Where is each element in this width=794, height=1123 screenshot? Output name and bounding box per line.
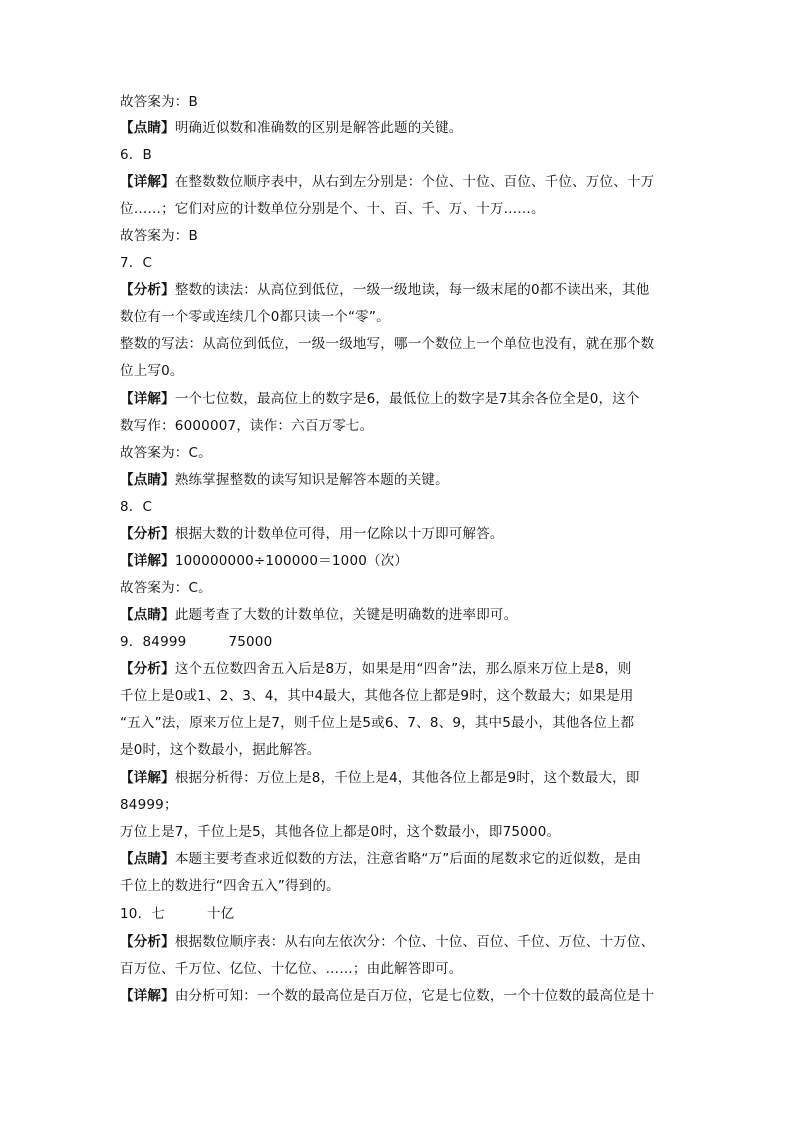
line-text: 根据分析得：万位上是8，千位上是4，其他各位上都是9时，这个数最大，即 (174, 770, 640, 786)
line-text: 位……；它们对应的计数单位分别是个、十、百、千、万、十万……。 (120, 201, 545, 217)
line-text: 由分析可知：一个数的最高位是百万位，它是七位数，一个十位数的最高位是十 (174, 988, 655, 1004)
text-line (120, 932, 680, 952)
line-text: 位上写0。 (120, 363, 184, 379)
text-line (120, 849, 680, 869)
line-text: 本题主要考查求近似数的方法，注意省略“万”后面的尾数求它的近似数，是由 (174, 851, 642, 867)
line-text: 万位上是7，千位上是5，其他各位上都是0时，这个数最小，即75000。 (120, 824, 561, 840)
line-text: 故答案为：B (120, 228, 198, 244)
line-text: 6．B (120, 147, 152, 163)
line-tag: 【详解】 (120, 174, 175, 190)
text-line (120, 740, 680, 760)
text-line (120, 280, 680, 300)
line-tag: 【分析】 (120, 661, 175, 677)
line-text: 9．84999 (120, 634, 187, 650)
line-text: 整数的读法：从高位到低位，一级一级地读，每一级末尾的0都不读出来，其他 (174, 282, 650, 298)
text-line (120, 605, 680, 625)
text-line (120, 904, 680, 924)
text-line (120, 959, 680, 979)
line-text: 故答案为：B (120, 94, 198, 110)
text-line (120, 632, 680, 652)
line-text: 根据大数的计数单位可得，用一亿除以十万即可解答。 (174, 526, 504, 542)
line-text: 一个七位数，最高位上的数字是6，最低位上的数字是7其余各位全是0，这个 (174, 391, 640, 407)
text-line (120, 199, 680, 219)
line-text: 7．C (120, 255, 153, 271)
text-line (120, 253, 680, 273)
line-text: 这个五位数四舍五入后是8万，如果是用“四舍”法，那么原来万位上是8，则 (174, 661, 632, 677)
text-line (120, 92, 680, 112)
line-text: 数位有一个零或连续几个0都只读一个“零”。 (120, 309, 390, 325)
line-text: 根据数位顺序表：从右向左依次分：个位、十位、百位、千位、万位、十万位、 (174, 934, 655, 950)
text-line (120, 334, 680, 354)
text-line (120, 307, 680, 327)
text-line (120, 524, 680, 544)
line-text: 千位上是0或1、2、3、4，其中4最大，其他各位上都是9时，这个数最大；如果是用 (120, 688, 634, 704)
line-tag: 【详解】 (120, 988, 175, 1004)
line-tag: 【点睛】 (120, 120, 175, 136)
text-line (120, 713, 680, 733)
line-text: 84999； (120, 797, 178, 813)
text-line (120, 768, 680, 788)
line-tag: 【详解】 (120, 391, 175, 407)
line-tail: 十亿 (206, 906, 235, 922)
text-line (120, 470, 680, 490)
line-text: 明确近似数和准确数的区别是解答此题的关键。 (174, 120, 463, 136)
text-line (120, 986, 680, 1006)
line-tag: 【分析】 (120, 282, 175, 298)
line-tag: 【点睛】 (120, 472, 175, 488)
line-tail: 75000 (228, 634, 273, 650)
text-line (120, 876, 680, 896)
line-text: 数写作：6000007，读作：六百万零七。 (120, 418, 374, 434)
line-text: 此题考查了大数的计数单位，关键是明确数的进率即可。 (174, 607, 518, 623)
text-line (120, 551, 680, 571)
line-text: 千位上的数进行“四舍五入”得到的。 (120, 878, 340, 894)
line-text: 8．C (120, 499, 153, 515)
text-line (120, 443, 680, 463)
line-text: 故答案为：C。 (120, 580, 212, 596)
text-line (120, 145, 680, 165)
text-line (120, 822, 680, 842)
line-tag: 【点睛】 (120, 607, 175, 623)
line-tag: 【详解】 (120, 770, 175, 786)
line-text: 是0时，这个数最小，据此解答。 (120, 742, 321, 758)
line-tag: 【分析】 (120, 526, 175, 542)
line-tag: 【分析】 (120, 934, 175, 950)
text-line (120, 686, 680, 706)
text-line (120, 118, 680, 138)
line-tag: 【点睛】 (120, 851, 175, 867)
text-line (120, 578, 680, 598)
text-line (120, 497, 680, 517)
text-line (120, 795, 680, 815)
line-text: 百万位、千万位、亿位、十亿位、……；由此解答即可。 (120, 961, 463, 977)
text-line (120, 389, 680, 409)
text-line (120, 659, 680, 679)
line-text: 熟练掌握整数的读写知识是解答本题的关键。 (174, 472, 449, 488)
line-text: 故答案为：C。 (120, 445, 212, 461)
line-text: 在整数数位顺序表中，从右到左分别是：个位、十位、百位、千位、万位、十万 (174, 174, 655, 190)
line-text: 整数的写法：从高位到低位，一级一级地写，哪一个数位上一个单位也没有，就在那个数 (120, 336, 655, 352)
line-text: 10．七 (120, 906, 165, 922)
text-line (120, 172, 680, 192)
line-text: 100000000÷100000＝1000（次） (174, 553, 409, 569)
line-tag: 【详解】 (120, 553, 175, 569)
text-line (120, 416, 680, 436)
line-text: “五入”法，原来万位上是7，则千位上是5或6、7、8、9，其中5最小，其他各位上都 (120, 715, 635, 731)
text-line (120, 226, 680, 246)
text-line (120, 361, 680, 381)
